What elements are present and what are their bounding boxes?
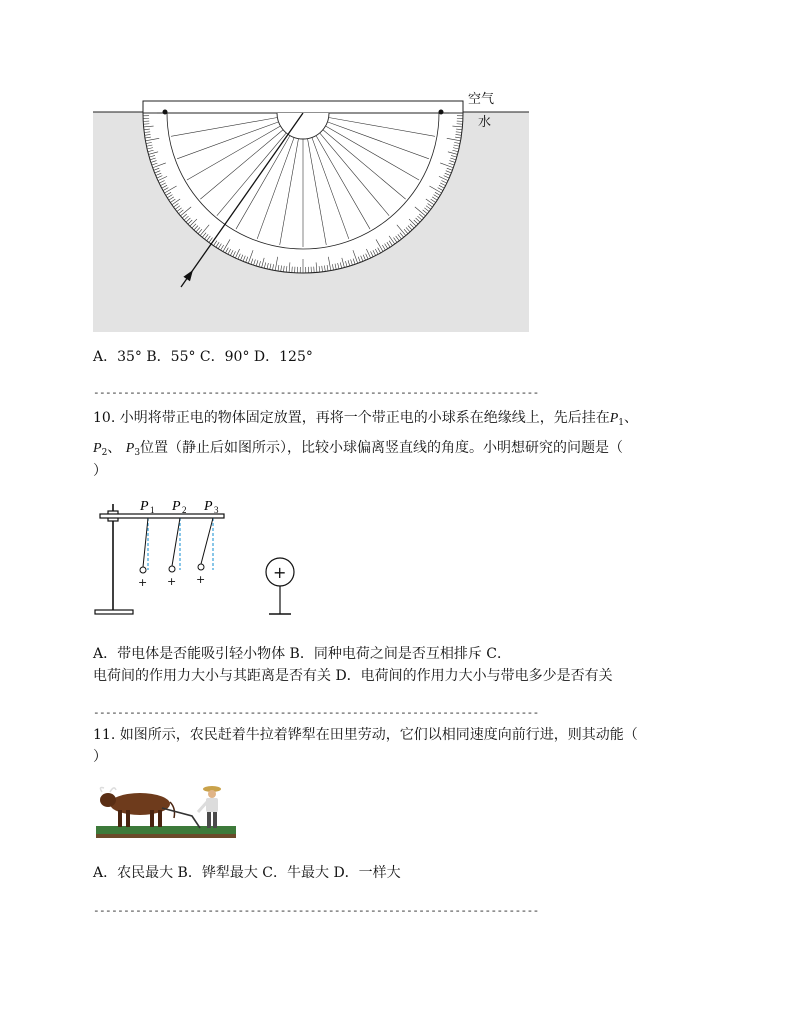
thread-p2: [172, 518, 180, 566]
q11-options: A．农民最大 B．铧犁最大 C．牛最大 D．一样大: [93, 865, 401, 881]
stand-base: [95, 610, 133, 614]
separator-1: --------------------------------------------------------------------------: [93, 386, 539, 399]
ball-charges: [138, 573, 205, 589]
label-p2: P: [172, 499, 181, 514]
ox-leg-2: [126, 810, 130, 827]
q10-stem-line2: [93, 437, 623, 464]
point-labels: [139, 499, 219, 515]
label-p3-sub: 3: [214, 505, 219, 515]
protractor-diagram: [93, 90, 533, 335]
farmer-ox-illustration: [96, 782, 238, 840]
separator-3: --------------------------------------------------------------------------: [93, 904, 539, 917]
q10-stem-part2: 位置（静止后如图所示），比较小球偏离竖直线的角度。小明想研究的问题是（: [140, 440, 624, 456]
p2-symbol: P: [93, 441, 102, 456]
p2-sub: 2: [101, 448, 108, 458]
thread-p3: [201, 518, 213, 564]
q10-options-line1: A．带电体是否能吸引轻小物体 B．同种电荷之间是否互相排斥 C．: [93, 646, 512, 662]
label-water: 水: [478, 115, 492, 130]
vertical-reference-lines: [148, 518, 213, 570]
ball-charge-p2: +: [167, 575, 177, 588]
p1-symbol: P: [609, 411, 619, 426]
farmer-arm: [198, 802, 207, 812]
separator-2: --------------------------------------------------------------------------: [93, 706, 539, 719]
ox-icon: [100, 788, 175, 828]
protractor-base: [143, 101, 463, 113]
ball-p3: [198, 564, 204, 570]
label-p1: P: [140, 499, 149, 514]
ball-p2: [169, 566, 175, 572]
label-p3: P: [204, 499, 213, 514]
farmer-icon: [198, 786, 221, 828]
pin-left: [163, 110, 168, 115]
farmer-torso: [206, 798, 218, 812]
ball-charge-p1: +: [138, 576, 148, 589]
dunhao-2: 、: [107, 440, 122, 456]
p1-sub: 1: [618, 418, 625, 428]
sphere-charge: +: [273, 563, 287, 582]
pin-right: [439, 110, 444, 115]
label-air: 空气: [468, 92, 495, 107]
threads: [143, 518, 213, 567]
farmer-leg-2: [213, 812, 217, 828]
charged-body: [266, 558, 294, 614]
ox-leg-1: [118, 810, 122, 827]
label-p1-sub: 1: [150, 505, 155, 515]
p3-symbol: P: [125, 441, 135, 456]
dunhao-1: 、: [624, 410, 639, 426]
plow-beam: [162, 808, 200, 828]
ox-leg-3: [150, 810, 154, 827]
q10-stem-part1: 10. 小明将带正电的物体固定放置，再将一个带正电的小球系在绝缘线上，先后挂在: [93, 410, 610, 426]
soil-strip: [96, 834, 236, 838]
ball-p1: [140, 567, 146, 573]
ball-charge-p3: +: [196, 573, 206, 586]
electrostatics-figure: [93, 492, 323, 624]
farmer-leg-1: [207, 812, 211, 828]
ox-horns: [100, 788, 116, 793]
ox-head: [100, 793, 116, 807]
q10-options-line2: 电荷间的作用力大小与其距离是否有关 D．电荷间的作用力大小与带电多少是否有关: [93, 668, 613, 684]
q10-stem-line3: ）: [93, 463, 107, 479]
ox-leg-4: [158, 810, 162, 827]
p3-sub: 3: [134, 448, 141, 458]
horizontal-bar: [100, 514, 224, 518]
q10-stem-line1: [93, 407, 638, 434]
q11-stem-line1: 11. 如图所示，农民赶着牛拉着铧犁在田里劳动，它们以相同速度向前行进，则其动能（: [93, 727, 638, 743]
thread-p1: [143, 518, 148, 567]
label-p2-sub: 2: [182, 505, 187, 515]
q9-options: A．35° B．55° C．90° D．125°: [93, 349, 313, 365]
farmer-head: [208, 790, 216, 798]
q11-stem-line2: ）: [93, 749, 107, 765]
refraction-figure: [93, 90, 533, 335]
